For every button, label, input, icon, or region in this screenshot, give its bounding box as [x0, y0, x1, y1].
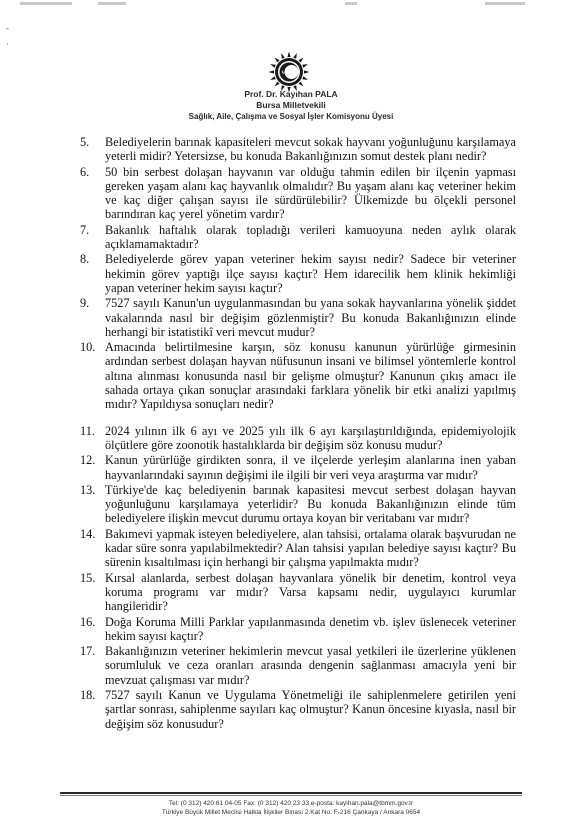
question-list: [80, 135, 516, 732]
question-text: Bakanlık haftalık olarak topladığı verileri kamuoyuna neden aylık olarak açıklamamaktadır?: [105, 222, 516, 252]
tbmm-emblem-icon: [268, 51, 310, 93]
question-number: 5.: [80, 135, 90, 149]
question-number: 10.: [80, 340, 96, 355]
margin-mark: ·: [6, 39, 9, 49]
question-number: 7.: [80, 222, 90, 237]
question-number: 13.: [80, 482, 96, 497]
question-item: [80, 571, 516, 614]
question-text: Amacında belirtilmesine karşın, söz konusu kanunun yürürlüğe girmesinin ardından serbest dolaşan hayvan nüfusunun insani ve bilimsel yöntemlerle kontrol altına alınması konusunda nasıl bir gelişme olmuştur? Kanunun çıkış amacı ile sahada ortaya çıkan sonuçlar arasındaki farklara yönelik bir etki analizi yapılmış mıdır? Yapıldıysa sonuçları nedir?: [105, 340, 516, 412]
question-text: Bakımevi yapmak isteyen belediyelere, alan tahsisi, ortalama olarak başvurudan ne kadar süre sonra yapılabilmektedir? Alan tahsisi yapılan belediye sayısı kaçtır? Bu sürenin kısaltılması için herhangi bir çalışma yapılmakta mıdır?: [105, 526, 516, 570]
question-text: Kırsal alanlarda, serbest dolaşan hayvanlara yönelik bir denetim, kontrol veya koruma programı var mıdır? Varsa kapsamı nedir, uygulayıcı kurumlar hangileridir?: [105, 570, 516, 614]
question-number: 15.: [80, 570, 96, 585]
scan-artifact-top: [20, 2, 552, 6]
question-item: [80, 165, 516, 222]
question-item: [80, 615, 516, 644]
question-number: 9.: [80, 296, 90, 311]
question-number: 16.: [80, 614, 96, 629]
question-item: [80, 688, 516, 731]
question-text: Belediyelerde görev yapan veteriner hekim sayısı nedir? Sadece bir veteriner hekimin görev yaptığı ilçe sayısı kaçtır? Hem idarecilik hem klinik hekimliği yapan veteriner hekim sayısı kaçtır?: [105, 252, 516, 295]
question-item: [80, 644, 516, 687]
mp-constituency: Bursa Milletvekili: [256, 100, 326, 110]
margin-mark: -: [6, 23, 9, 33]
question-text: Türkiye'de kaç belediyenin barınak kapasitesi mevcut serbest dolaşan hayvan yoğunluğunu karşılamaya yeterlidir? Bu konuda Bakanlığınızın elinde tüm belediyelere ilişkin mevcut durumu ortaya koyan bir veritabanı var mıdır?: [105, 482, 516, 526]
footer: [0, 799, 582, 817]
question-text: 7527 sayılı Kanun'un uygulanmasından bu yana sokak hayvanlarına yönelik şiddet vakalarında nasıl bir değişim gözlenmiştir? Bu konuda Bakanlığınızın elinde herhangi bir istatistikî veri mevcut mudur?: [105, 296, 516, 339]
question-number: 18.: [80, 687, 96, 702]
question-number: 14.: [80, 526, 96, 541]
question-number: 8.: [80, 252, 90, 267]
question-item: [80, 453, 516, 482]
question-item: [80, 483, 516, 526]
question-text: 2024 yılının ilk 6 ayı ve 2025 yılı ilk 6 ayı karşılaştırıldığında, epidemiyolojik ölçütlere göre zoonotik hastalıklarda bir değişim söz konusu mudur?: [105, 423, 516, 452]
question-number: 6.: [80, 164, 90, 179]
footer-address: Türkiye Büyük Millet Meclisi Halkla İlişkiler Binası 2.Kat No: F-216 Çankaya / Ankara 0654: [161, 809, 421, 816]
question-item: [80, 424, 516, 453]
letterhead: [0, 89, 582, 122]
footer-divider: [60, 792, 522, 794]
footer-contact: Tel: (0 312) 420 61 04-05 Fax: (0 312) 420 23 33 e-posta: kayihan.pala@tbmm.gov.tr: [168, 800, 414, 807]
question-text: Belediyelerin barınak kapasiteleri mevcut sokak hayvanı yoğunluğunu karşılamaya yeterli midir? Yetersizse, bu konuda Bakanlığınızın somut destek planı nedir?: [105, 135, 516, 164]
question-item: [80, 296, 516, 339]
question-item: [80, 527, 516, 570]
question-text: Kanun yürürlüğe girdikten sonra, il ve ilçelerde yerleşim alanlarına inen yaban hayvanlarındaki sayının değişimi ile ilgili bir veri veya araştırma var mıdır?: [105, 453, 516, 482]
mp-committee: Sağlık, Aile, Çalışma ve Sosyal İşler Komisyonu Üyesi: [188, 112, 394, 121]
question-number: 11.: [80, 423, 95, 438]
question-text: Bakanlığınızın veteriner hekimlerin mevcut yasal yetkileri ile üzerlerine yüklenen sorumluluk ve ceza oranları arasında dengenin sağlanması amacıyla yeni bir mevzuat çalışması var mıdır?: [105, 644, 516, 687]
question-item: [80, 223, 516, 252]
question-item: [80, 135, 516, 164]
question-item: [80, 340, 516, 411]
question-number: 17.: [80, 644, 96, 659]
footer-divider: [60, 795, 522, 796]
question-number: 12.: [80, 453, 96, 468]
question-text: Doğa Koruma Milli Parklar yapılanmasında denetim vb. işlev üslenecek veteriner hekim sayısı kaçtır?: [105, 614, 516, 643]
mp-name: Prof. Dr. Kayıhan PALA: [244, 89, 338, 99]
question-text: 50 bin serbest dolaşan hayvanın var olduğu tahmin edilen bir ilçenin yapması gereken yaşam alanı kaç hayvanlık olmalıdır? Bu yaşam alanı kaç veteriner hekim ve kaç diğer çalışan sayısı ile sürdürülebilir? Ülkemizde bu ölçekli personel barındıran kaç yerel yönetim vardır?: [105, 164, 516, 222]
question-item: [80, 252, 516, 295]
question-text: 7527 sayılı Kanun ve Uygulama Yönetmeliği ile sahiplenmelere getirilen yeni şartlar sonrası, sahiplenme sayıları kaç olmuştur? Kanun öncesine kıyasla, nasıl bir değişim söz konusudur?: [105, 687, 516, 731]
